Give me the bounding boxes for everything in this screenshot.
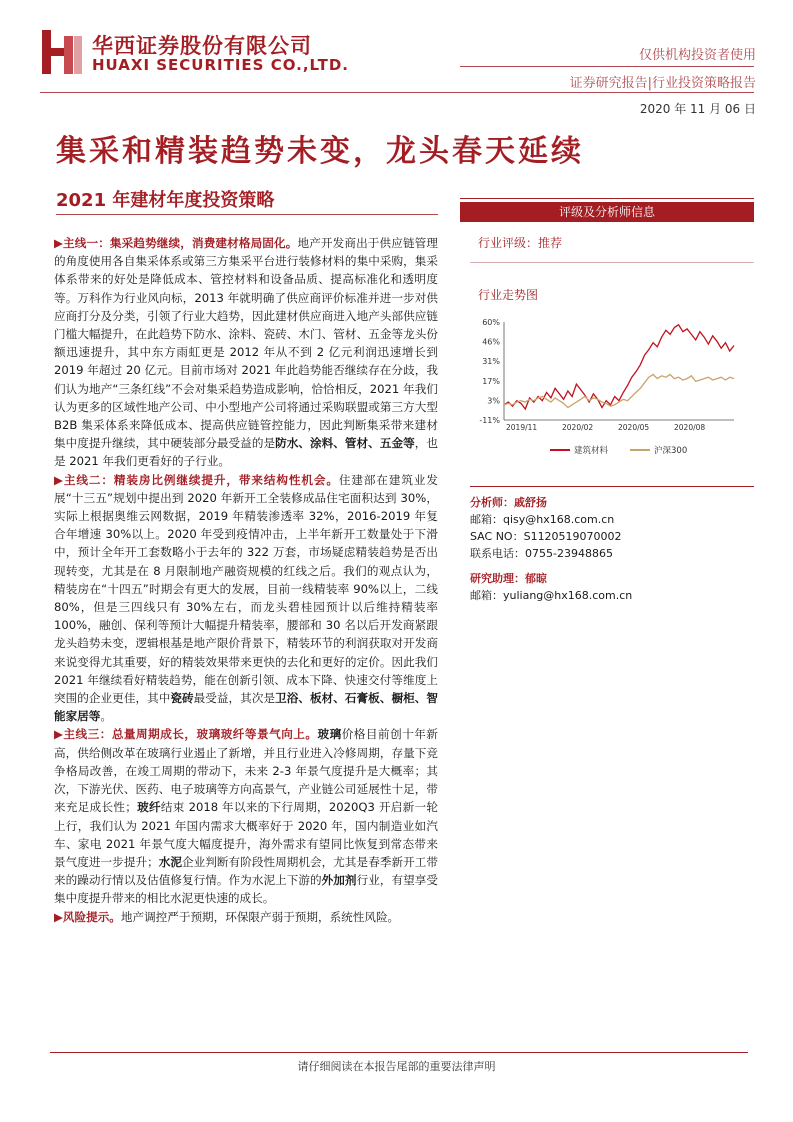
sidebar-header: 评级及分析师信息 bbox=[460, 202, 754, 222]
main-line-3-highlight-b: 玻纤 bbox=[136, 800, 161, 815]
analyst-name: 分析师：戚舒扬 bbox=[470, 496, 547, 509]
analyst-phone: 联系电话：0755-23948865 bbox=[470, 547, 613, 560]
main-line-1-highlight: 防水、涂料、管材、五金等 bbox=[275, 436, 415, 451]
main-line-3-heading: ▶主线三：总量周期成长，玻璃玻纤等景气向上。 bbox=[54, 727, 318, 742]
trend-chart-label: 行业走势图 bbox=[478, 288, 539, 302]
main-line-1-text: 地产开发商出于供应链管理的角度使用各自集采体系或第三方集采平台进行装修材料的集中采购，集采体系带来的好处是降低成本、管控材料和设备品质、提高标准化和透明度等。万科作为行业风向标，2013 年就明确了供应商评价标准并进一步对供应商打分及分类，引领了行业大趋势，因此建材供应商进入地产头部供应链门槛大幅提升，在此趋势下防水、涂料、瓷砖、木门、管材、五金等龙头份额迅速提升，其中东方雨虹更是 2012 年从不到 2 亿元利润迅速增长到 2019 年超过 20 亿元。目前市场对 2021 年此趋势能否继续存在分歧，我们认为地产“三条红线”不会对集采趋势造成影响，恰恰相反，2021 年我们认为更多的区域性地产公司、中小型地产公司将通过采购联盟或第三方大型 B2B 集采体系来降低成本、提高供应链管控能力，因此判断集采带来建材集中度提升继续，其中硬装部分最受益的是 bbox=[54, 236, 438, 451]
audience-notice: 仅供机构投资者使用 bbox=[638, 48, 756, 63]
main-line-2-heading: ▶主线二：精装房比例继续提升，带来结构性机会。 bbox=[54, 472, 339, 487]
legend-label: 建筑材料 bbox=[574, 446, 609, 456]
industry-trend-chart bbox=[470, 312, 754, 470]
assistant-email: 邮箱：yuliang@hx168.com.cn bbox=[470, 589, 633, 602]
assistant-block bbox=[470, 570, 632, 604]
y-tick-label: 46% bbox=[482, 337, 500, 347]
report-subtitle: 2021 年建材年度投资策略 bbox=[56, 190, 275, 211]
company-name-en: HUAXI SECURITIES CO.,LTD. bbox=[92, 56, 349, 74]
main-line-3-highlight-c: 水泥 bbox=[158, 854, 183, 869]
assistant-name: 研究助理：郁晾 bbox=[470, 572, 547, 585]
body-text bbox=[54, 234, 438, 926]
main-line-1-tail: ，也是 2021 年我们更看好的子行业。 bbox=[54, 436, 438, 469]
header-divider bbox=[460, 66, 754, 67]
footer-rule bbox=[50, 1052, 748, 1053]
series-line-2 bbox=[504, 375, 734, 408]
subtitle-rule bbox=[56, 214, 438, 215]
company-name-cn: 华西证券股份有限公司 bbox=[92, 34, 312, 58]
x-tick-label: 2020/08 bbox=[674, 423, 706, 432]
risk-text: 地产调控严于预期，环保限产弱于预期，系统性风险。 bbox=[120, 909, 400, 924]
y-tick-label: 31% bbox=[482, 357, 500, 367]
legend-label: 沪深300 bbox=[654, 446, 688, 456]
report-date: 2020 年 11 月 06 日 bbox=[639, 102, 756, 116]
analyst-email: 邮箱：qisy@hx168.com.cn bbox=[470, 513, 615, 526]
main-line-1-heading: ▶主线一：集采趋势继续，消费建材格局固化。 bbox=[54, 236, 298, 250]
y-tick-label: -11% bbox=[479, 416, 500, 425]
x-tick-label: 2020/02 bbox=[562, 423, 594, 432]
main-line-2-text-b: 最受益，其次是 bbox=[193, 691, 276, 706]
y-tick-label: 17% bbox=[482, 376, 500, 386]
paragraph-risk bbox=[54, 908, 438, 926]
paragraph-main-line-3 bbox=[54, 725, 438, 907]
paragraph-main-line-1 bbox=[54, 234, 438, 471]
paragraph-main-line-2 bbox=[54, 471, 438, 726]
x-tick-label: 2020/05 bbox=[618, 423, 650, 432]
main-line-3-highlight-d: 外加剂 bbox=[321, 873, 357, 888]
sidebar-rule-1 bbox=[470, 262, 754, 263]
analyst-sac: SAC NO：S1120519070002 bbox=[470, 530, 622, 543]
header-rule bbox=[40, 92, 754, 93]
y-tick-label: 60% bbox=[482, 318, 500, 327]
industry-rating: 行业评级：推荐 bbox=[478, 236, 563, 250]
main-line-3-text-d: 行业，有望享受集中度提升带来的相比水泥更快速的成长。 bbox=[54, 873, 438, 906]
risk-heading: ▶风险提示。 bbox=[54, 909, 121, 924]
y-tick-label: 3% bbox=[487, 396, 500, 406]
company-logo-icon bbox=[42, 30, 82, 74]
main-line-2-highlight-a: 瓷砖 bbox=[170, 691, 194, 706]
sidebar-rule-2 bbox=[470, 486, 754, 487]
main-line-3-text-a: 价格目前创十年新高，供给侧改革在玻璃行业遏止了新增，并且行业进入冷修周期，存量下竞争格局改善，在竣工周期的带动下，未来 2-3 年景气度提升是大概率；其次，下游光伏、医药、电子玻璃等方向高景气，产业链公司延展性十足，带来充足成长性； bbox=[54, 727, 438, 815]
report-type: 证券研究报告|行业投资策略报告 bbox=[569, 76, 756, 91]
main-line-2-tail: 。 bbox=[100, 709, 112, 724]
analyst-block bbox=[470, 494, 622, 562]
x-tick-label: 2019/11 bbox=[506, 423, 538, 432]
main-line-3-text-c: 企业判断有阶段性周期机会，尤其是春季新开工带来的躁动行情以及估值修复行情。作为水泥上下游的 bbox=[54, 854, 438, 888]
main-line-3-highlight-a: 玻璃 bbox=[317, 727, 342, 742]
report-title: 集采和精装趋势未变，龙头春天延续 bbox=[56, 134, 584, 169]
main-line-2-text: 住建部在建筑业发展“十三五”规划中提出到 2020 年新开工全装修成品住宅面积达到 30%，实际上根据奥维云网数据，2019 年精装渗透率 32%，2016-2019 年复合年增速 30%以上。2020 年受到疫情冲击，上半年新开工数量处于下滑中，预计全年开工套数略小于去年的 322 万套，市场疑虑精装趋势是否出现转变，尤其是在 8 月限制地产融资规模的红线之后。我们的观点认为，精装房在“十四五”时期会有更大的发展，目前一线精装率 90%以上，二线 80%，但是三四线只有 30%左右，而龙头碧桂园预计以后维持精装率 100%，融创、保利等预计大幅提升精装率，腰部和 30 名以后开发商紧跟龙头趋势未变，逻辑根基是地产限价背景下，精装环节的利润获取对开发商来说变得尤其重要，好的精装效果带来更快的去化和更好的定价。因此我们 2021 年继续看好精装趋势，能在创新引领、成本下降、快速交付等维度上突围的企业更佳，其中 bbox=[54, 472, 438, 706]
main-line-2-highlight-b: 卫浴、板材、石膏板、橱柜、智能家居等 bbox=[54, 691, 438, 724]
legal-notice: 请仔细阅读在本报告尾部的重要法律声明 bbox=[297, 1060, 496, 1073]
main-line-3-text-b: 结束 2018 年以来的下行周期，2020Q3 开启新一轮上行，我们认为 2021 年国内需求大概率好于 2020 年，国内制造业如汽车、家电 2021 年景气度大幅度提升，海外需求有望同比恢复到常态带来景气度进一步提升； bbox=[54, 800, 438, 869]
series-line-1 bbox=[504, 325, 734, 409]
